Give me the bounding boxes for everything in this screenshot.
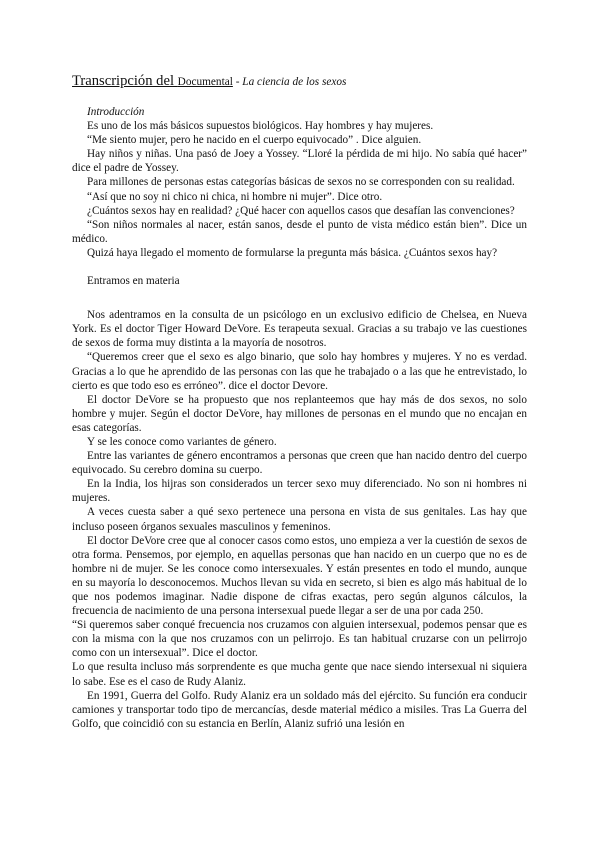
paragraph: El doctor DeVore cree que al conocer casos como estos, uno empieza a ver la cuestión de sexos de otra forma. Pensemos, por ejemplo, en aquellas personas que han nacido en un cuerpo que no es de hombre ni de mujer. Se les conoce como intersexuales. Y están presentes en todo el mundo, aunque en su mayoría lo desconocemos. Muchos llevan su vida en secreto, si bien es algo más habitual de lo que nos podemos imaginar. Nadie dispone de cifras exactas, pero según algunos cálculos, la frecuencia de nacimiento de una persona intersexual puede llegar a ser de una por cada 250. <box>72 534 527 618</box>
paragraph: Quizá haya llegado el momento de formularse la pregunta más básica. ¿Cuántos sexos hay? <box>87 246 498 259</box>
paragraph: Entre las variantes de género encontramos a personas que creen que han nacido dentro del cuerpo equivocado. Su cerebro domina su cuerpo. <box>72 450 527 477</box>
paragraph: “Así que no soy ni chico ni chica, ni hombre ni mujer”. Dice otro. <box>87 190 383 203</box>
paragraph: “Queremos creer que el sexo es algo binario, que solo hay hombres y mujeres. Y no es verdad. Gracias a lo que he aprendido de las personas con las que he trabajado o a las que he entrevistado, lo cierto es que todo eso es erróneo”. dice el doctor Devore. <box>72 351 527 392</box>
title-part-subtitle: La ciencia de los sexos <box>242 76 347 88</box>
title-separator: - <box>232 76 243 88</box>
paragraph: “Son niños normales al nacer, están sanos, desde el punto de vista médico están bien”. Dice un médico. <box>72 218 527 245</box>
paragraph: Es uno de los más básicos supuestos biológicos. Hay hombres y hay mujeres. <box>87 120 434 133</box>
paragraph: El doctor DeVore se ha propuesto que nos replanteemos que hay más de dos sexos, no solo hombre y mujer. Según el doctor DeVore, hay millones de personas en el mundo que no encajan en esas categorías. <box>72 393 527 434</box>
paragraph: “Me siento mujer, pero he nacido en el cuerpo equivocado” . Dice alguien. <box>87 134 422 147</box>
paragraph: Lo que resulta incluso más sorprendente es que mucha gente que nace siendo intersexual ni siquiera lo sabe. Ese es el caso de Rudy Alaniz. <box>72 661 527 688</box>
spacer <box>72 288 527 308</box>
section-heading: Entramos en materia <box>87 275 180 288</box>
paragraph: Para millones de personas estas categorías básicas de sexos no se corresponden con su realidad. <box>87 176 515 189</box>
document-title <box>72 74 532 89</box>
paragraph: Hay niños y niñas. Una pasó de Joey a Yossey. “Lloré la pérdida de mi hijo. No sabía qué hacer” dice el padre de Yossey. <box>72 148 527 175</box>
quote-paragraph: “Si queremos saber conqué frecuencia nos cruzamos con alguien intersexual, podemos pensar que es con la misma con la que nos cruzamos con un pelirrojo. Es tan habitual cruzarse con un pelirrojo como con un intersexual”. Dice el doctor. <box>72 619 527 660</box>
paragraph: En 1991, Guerra del Golfo. Rudy Alaniz era un soldado más del ejército. Su función era conducir camiones y transportar todo tipo de mercancías, desde material médico a misiles. Tras La Guerra del Golfo, que coincidió con su estancia en Berlín, Alaniz sufrió una lesión en <box>72 689 527 730</box>
spacer <box>72 260 527 274</box>
paragraph: En la India, los hijras son considerados un tercer sexo muy diferenciado. No son ni hombres ni mujeres. <box>72 478 527 505</box>
paragraph: Nos adentramos en la consulta de un psicólogo en un exclusivo edificio de Chelsea, en Nueva York. Es el doctor Tiger Howard DeVore. Es terapeuta sexual. Gracias a su trabajo ve las cuestiones de sexos de forma muy distinta a la mayoría de nosotros. <box>72 309 527 350</box>
paragraph: ¿Cuántos sexos hay en realidad? ¿Qué hacer con aquellos casos que desafían las convenciones? <box>87 204 515 217</box>
title-part-documental: Documental <box>177 76 233 88</box>
paragraph: Y se les conoce como variantes de género. <box>87 435 277 448</box>
paragraph: A veces cuesta saber a qué sexo pertenece una persona en vista de sus genitales. Las hay que incluso poseen órganos sexuales masculinos y femeninos. <box>72 506 527 533</box>
intro-heading: Introducción <box>87 106 145 118</box>
document-body <box>72 105 527 731</box>
title-part-transcripcion: Transcripción del <box>72 73 178 89</box>
